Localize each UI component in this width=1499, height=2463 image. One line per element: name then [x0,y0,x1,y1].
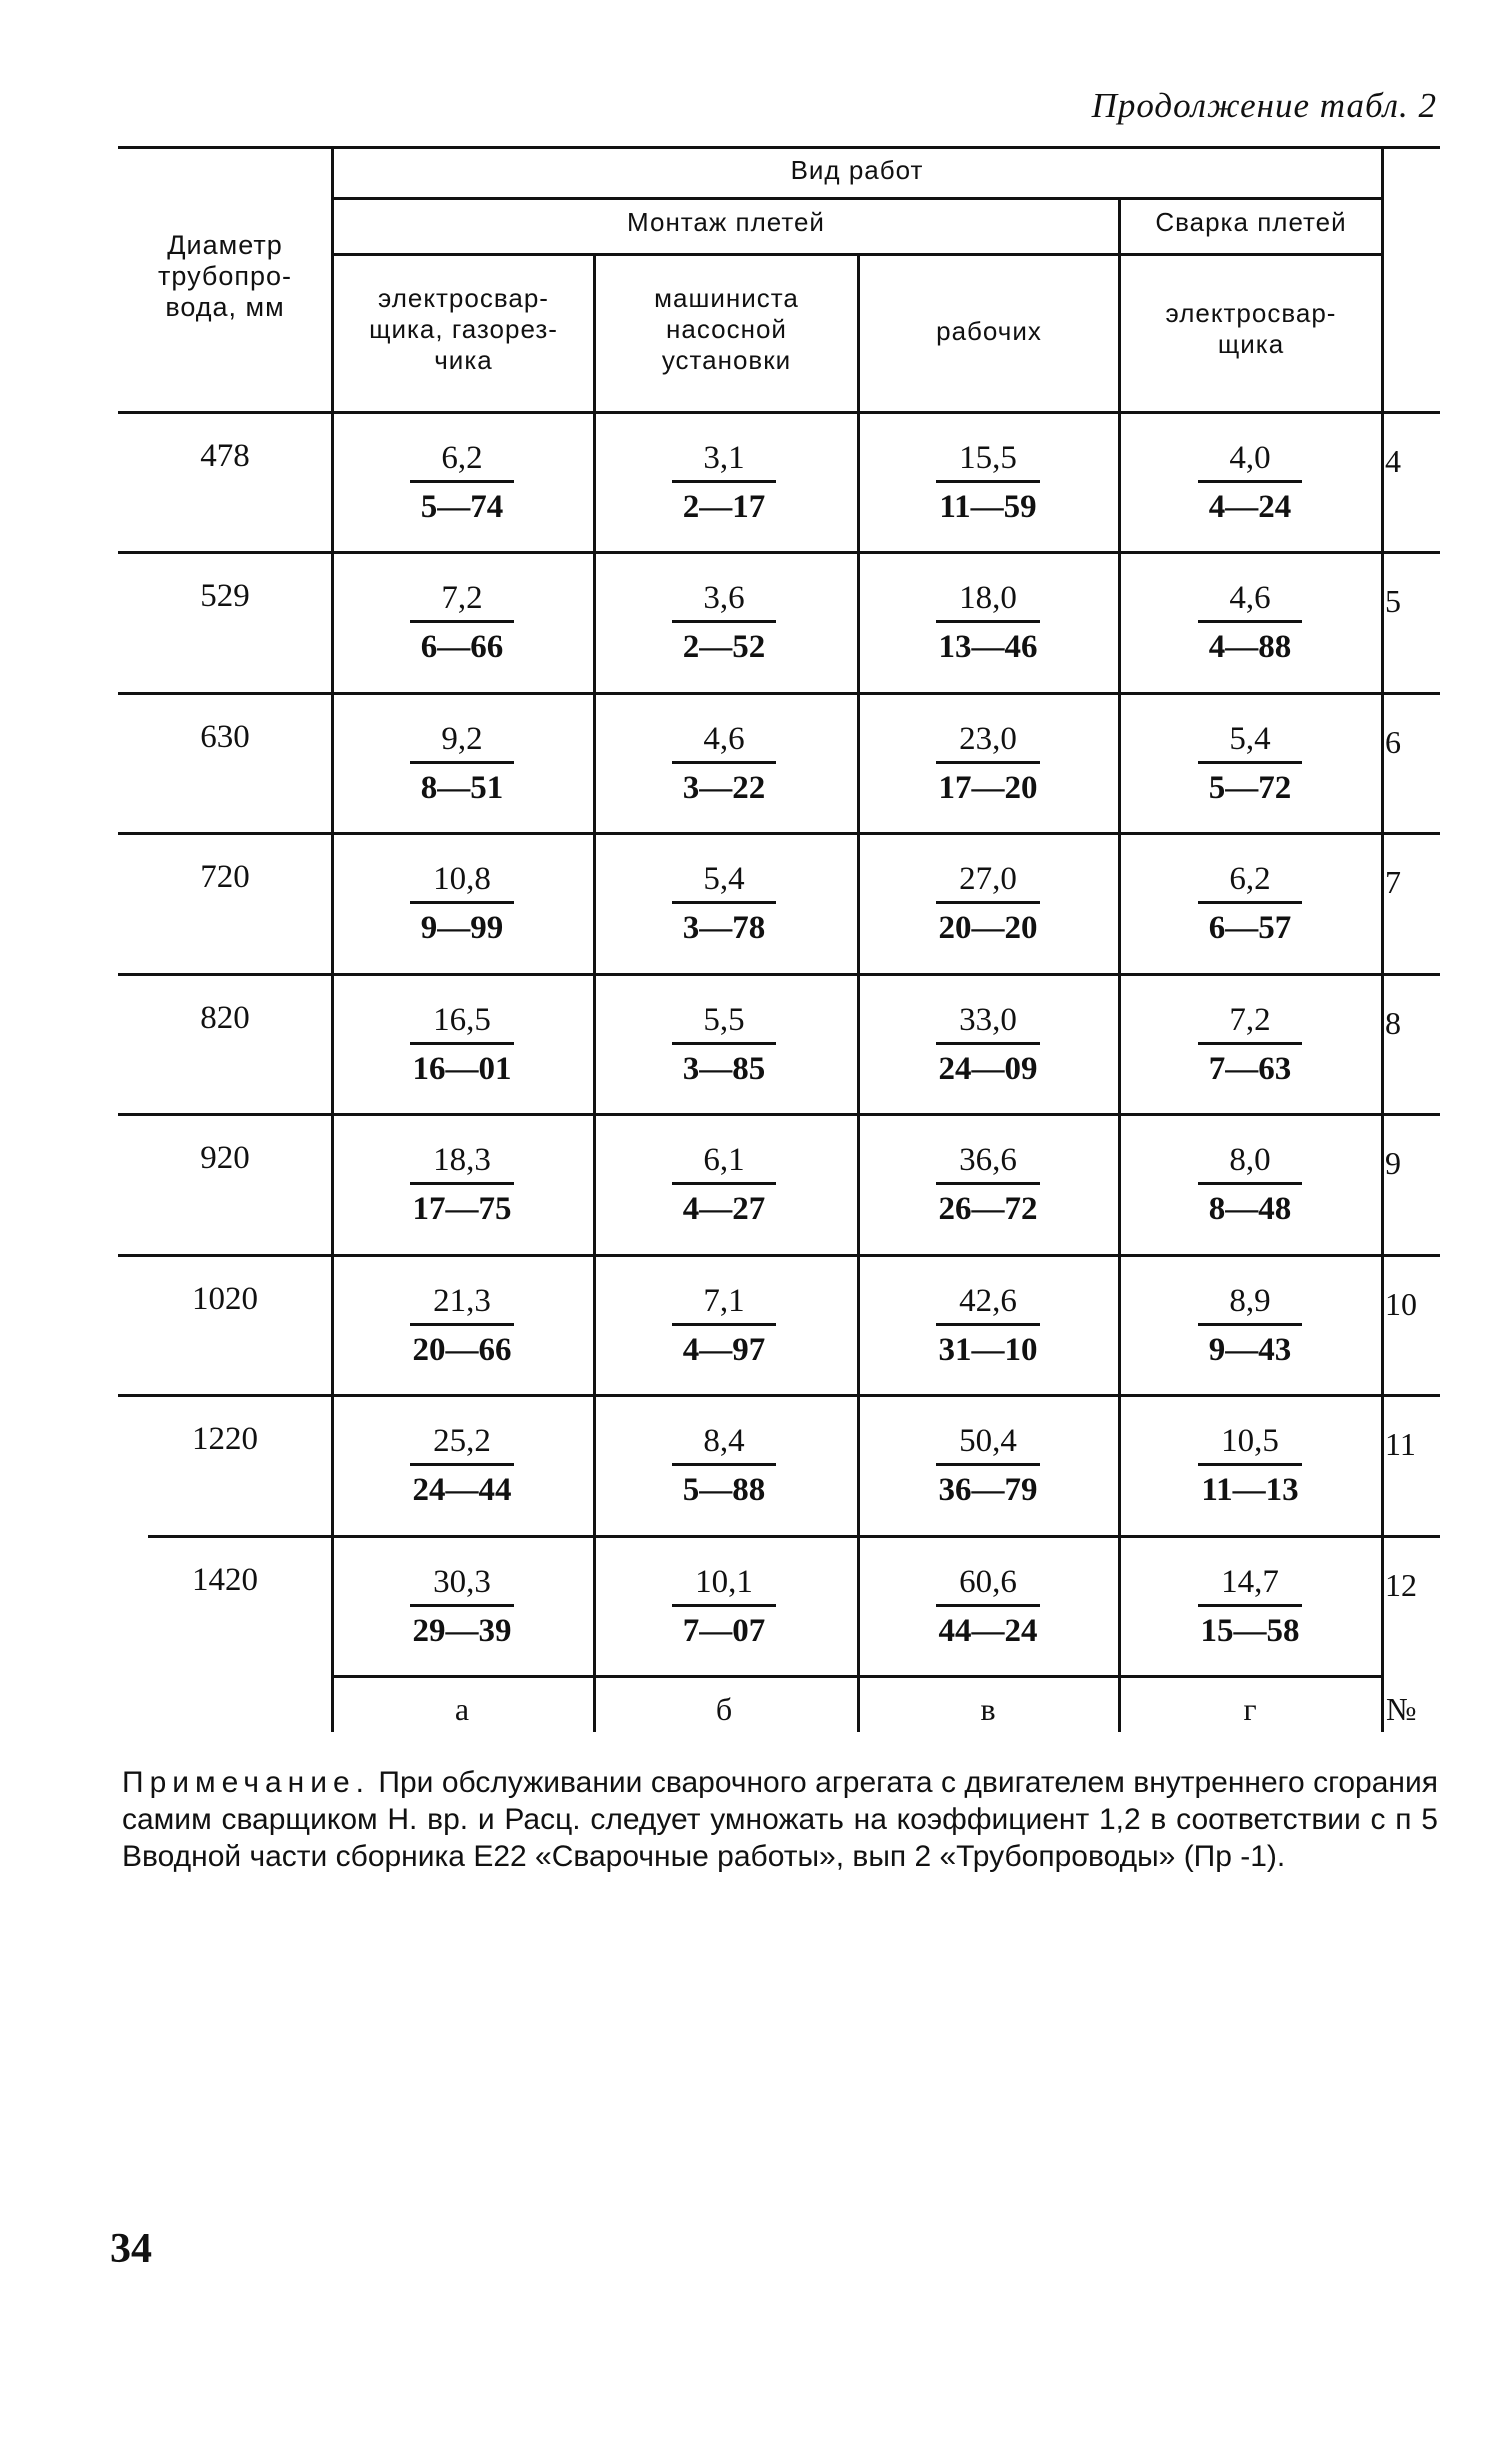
diameter-cell: 1020 [192,1281,258,1317]
row-number: 6 [1385,724,1401,760]
row-number: 10 [1385,1286,1417,1322]
value-cell: 10,8 9—99 [402,859,522,948]
diameter-cell: 529 [200,578,250,614]
value-cell: 25,2 24—44 [402,1421,522,1510]
value-cell: 23,0 17—20 [928,719,1048,808]
table-rule [332,197,1384,200]
diameter-cell: 1420 [192,1562,258,1598]
value-cell: 18,3 17—75 [402,1140,522,1229]
diameter-cell: 820 [200,1000,250,1036]
value-cell: 27,0 20—20 [928,859,1048,948]
value-cell: 33,0 24—09 [928,1000,1048,1089]
table-rule [118,1254,1440,1257]
row-number: 11 [1385,1426,1416,1462]
assembly-header: Монтаж плетей [627,207,825,237]
value-cell: 5,5 3—85 [664,1000,784,1089]
row-number: 12 [1385,1567,1417,1603]
row-number: 4 [1385,443,1401,479]
value-cell: 6,2 5—74 [402,438,522,527]
table-rule [118,1394,1440,1397]
subheader-workers: рабочих [936,316,1042,346]
row-number: 9 [1385,1145,1401,1181]
row-number: 7 [1385,864,1401,900]
value-cell: 14,7 15—58 [1190,1562,1310,1651]
value-cell: 60,6 44—24 [928,1562,1048,1651]
diameter-cell: 920 [200,1140,250,1176]
value-cell: 8,0 8—48 [1190,1140,1310,1229]
value-cell: 4,6 4—88 [1190,578,1310,667]
value-cell: 7,1 4—97 [664,1281,784,1370]
continuation-label: Продолжение табл. 2 [1091,86,1437,125]
table-rule [331,146,334,1732]
subheader-welder-cutter: электросвар- щика, газорез- чика [369,283,558,375]
subheader-pump-operator: машиниста насосной установки [654,283,799,375]
row-number: 8 [1385,1005,1401,1041]
table-rule [148,1535,1440,1538]
value-cell: 36,6 26—72 [928,1140,1048,1229]
table-rule [593,253,596,1732]
page-number: 34 [110,2226,152,2272]
row-number: 5 [1385,583,1401,619]
value-cell: 5,4 3—78 [664,859,784,948]
number-sign: № [1386,1691,1417,1727]
column-letter: а [454,1691,470,1727]
value-cell: 8,4 5—88 [664,1421,784,1510]
table-rule [118,146,1440,149]
value-cell: 18,0 13—46 [928,578,1048,667]
column-letter: в [980,1691,996,1727]
diameter-cell: 478 [200,438,250,474]
table-rule [118,551,1440,554]
table-rule [118,1113,1440,1116]
value-cell: 4,0 4—24 [1190,438,1310,527]
column-letter: г [1243,1691,1257,1727]
diameter-header: Диаметр трубопро- вода, мм [157,230,292,322]
welding-header: Сварка плетей [1155,207,1347,237]
value-cell: 7,2 6—66 [402,578,522,667]
table-rule [1118,197,1121,1732]
value-cell: 3,1 2—17 [664,438,784,527]
table-rule [1381,146,1384,1732]
table-rule [118,973,1440,976]
value-cell: 16,5 16—01 [402,1000,522,1089]
table-rule [118,411,1440,414]
note-label: Примечание. [122,1766,370,1799]
note-text: При обслуживании сварочного агрегата с двигателем внутреннего сгорания самим сварщиком Н. вр. и Расц. следует умножать на коэффициент 1,2 в соответствии с п 5 Вводной части сборника Е22 «Сварочные работы», вып 2 «Трубопроводы» (Пр -1). [122,1766,1438,1873]
value-cell: 8,9 9—43 [1190,1281,1310,1370]
value-cell: 42,6 31—10 [928,1281,1048,1370]
diameter-cell: 1220 [192,1421,258,1457]
value-cell: 10,5 11—13 [1190,1421,1310,1510]
value-cell: 5,4 5—72 [1190,719,1310,808]
value-cell: 3,6 2—52 [664,578,784,667]
diameter-cell: 630 [200,719,250,755]
value-cell: 9,2 8—51 [402,719,522,808]
diameter-cell: 720 [200,859,250,895]
value-cell: 4,6 3—22 [664,719,784,808]
value-cell: 7,2 7—63 [1190,1000,1310,1089]
table-rule [857,253,860,1732]
value-cell: 6,1 4—27 [664,1140,784,1229]
table-note [122,1764,1438,1875]
value-cell: 10,1 7—07 [664,1562,784,1651]
table-rule [118,692,1440,695]
value-cell: 50,4 36—79 [928,1421,1048,1510]
value-cell: 21,3 20—66 [402,1281,522,1370]
subheader-welder: электросвар- щика [1165,298,1337,359]
table-rule [118,832,1440,835]
column-letter: б [715,1691,733,1727]
value-cell: 30,3 29—39 [402,1562,522,1651]
work-type-header: Вид работ [790,155,924,185]
value-cell: 6,2 6—57 [1190,859,1310,948]
value-cell: 15,5 11—59 [928,438,1048,527]
